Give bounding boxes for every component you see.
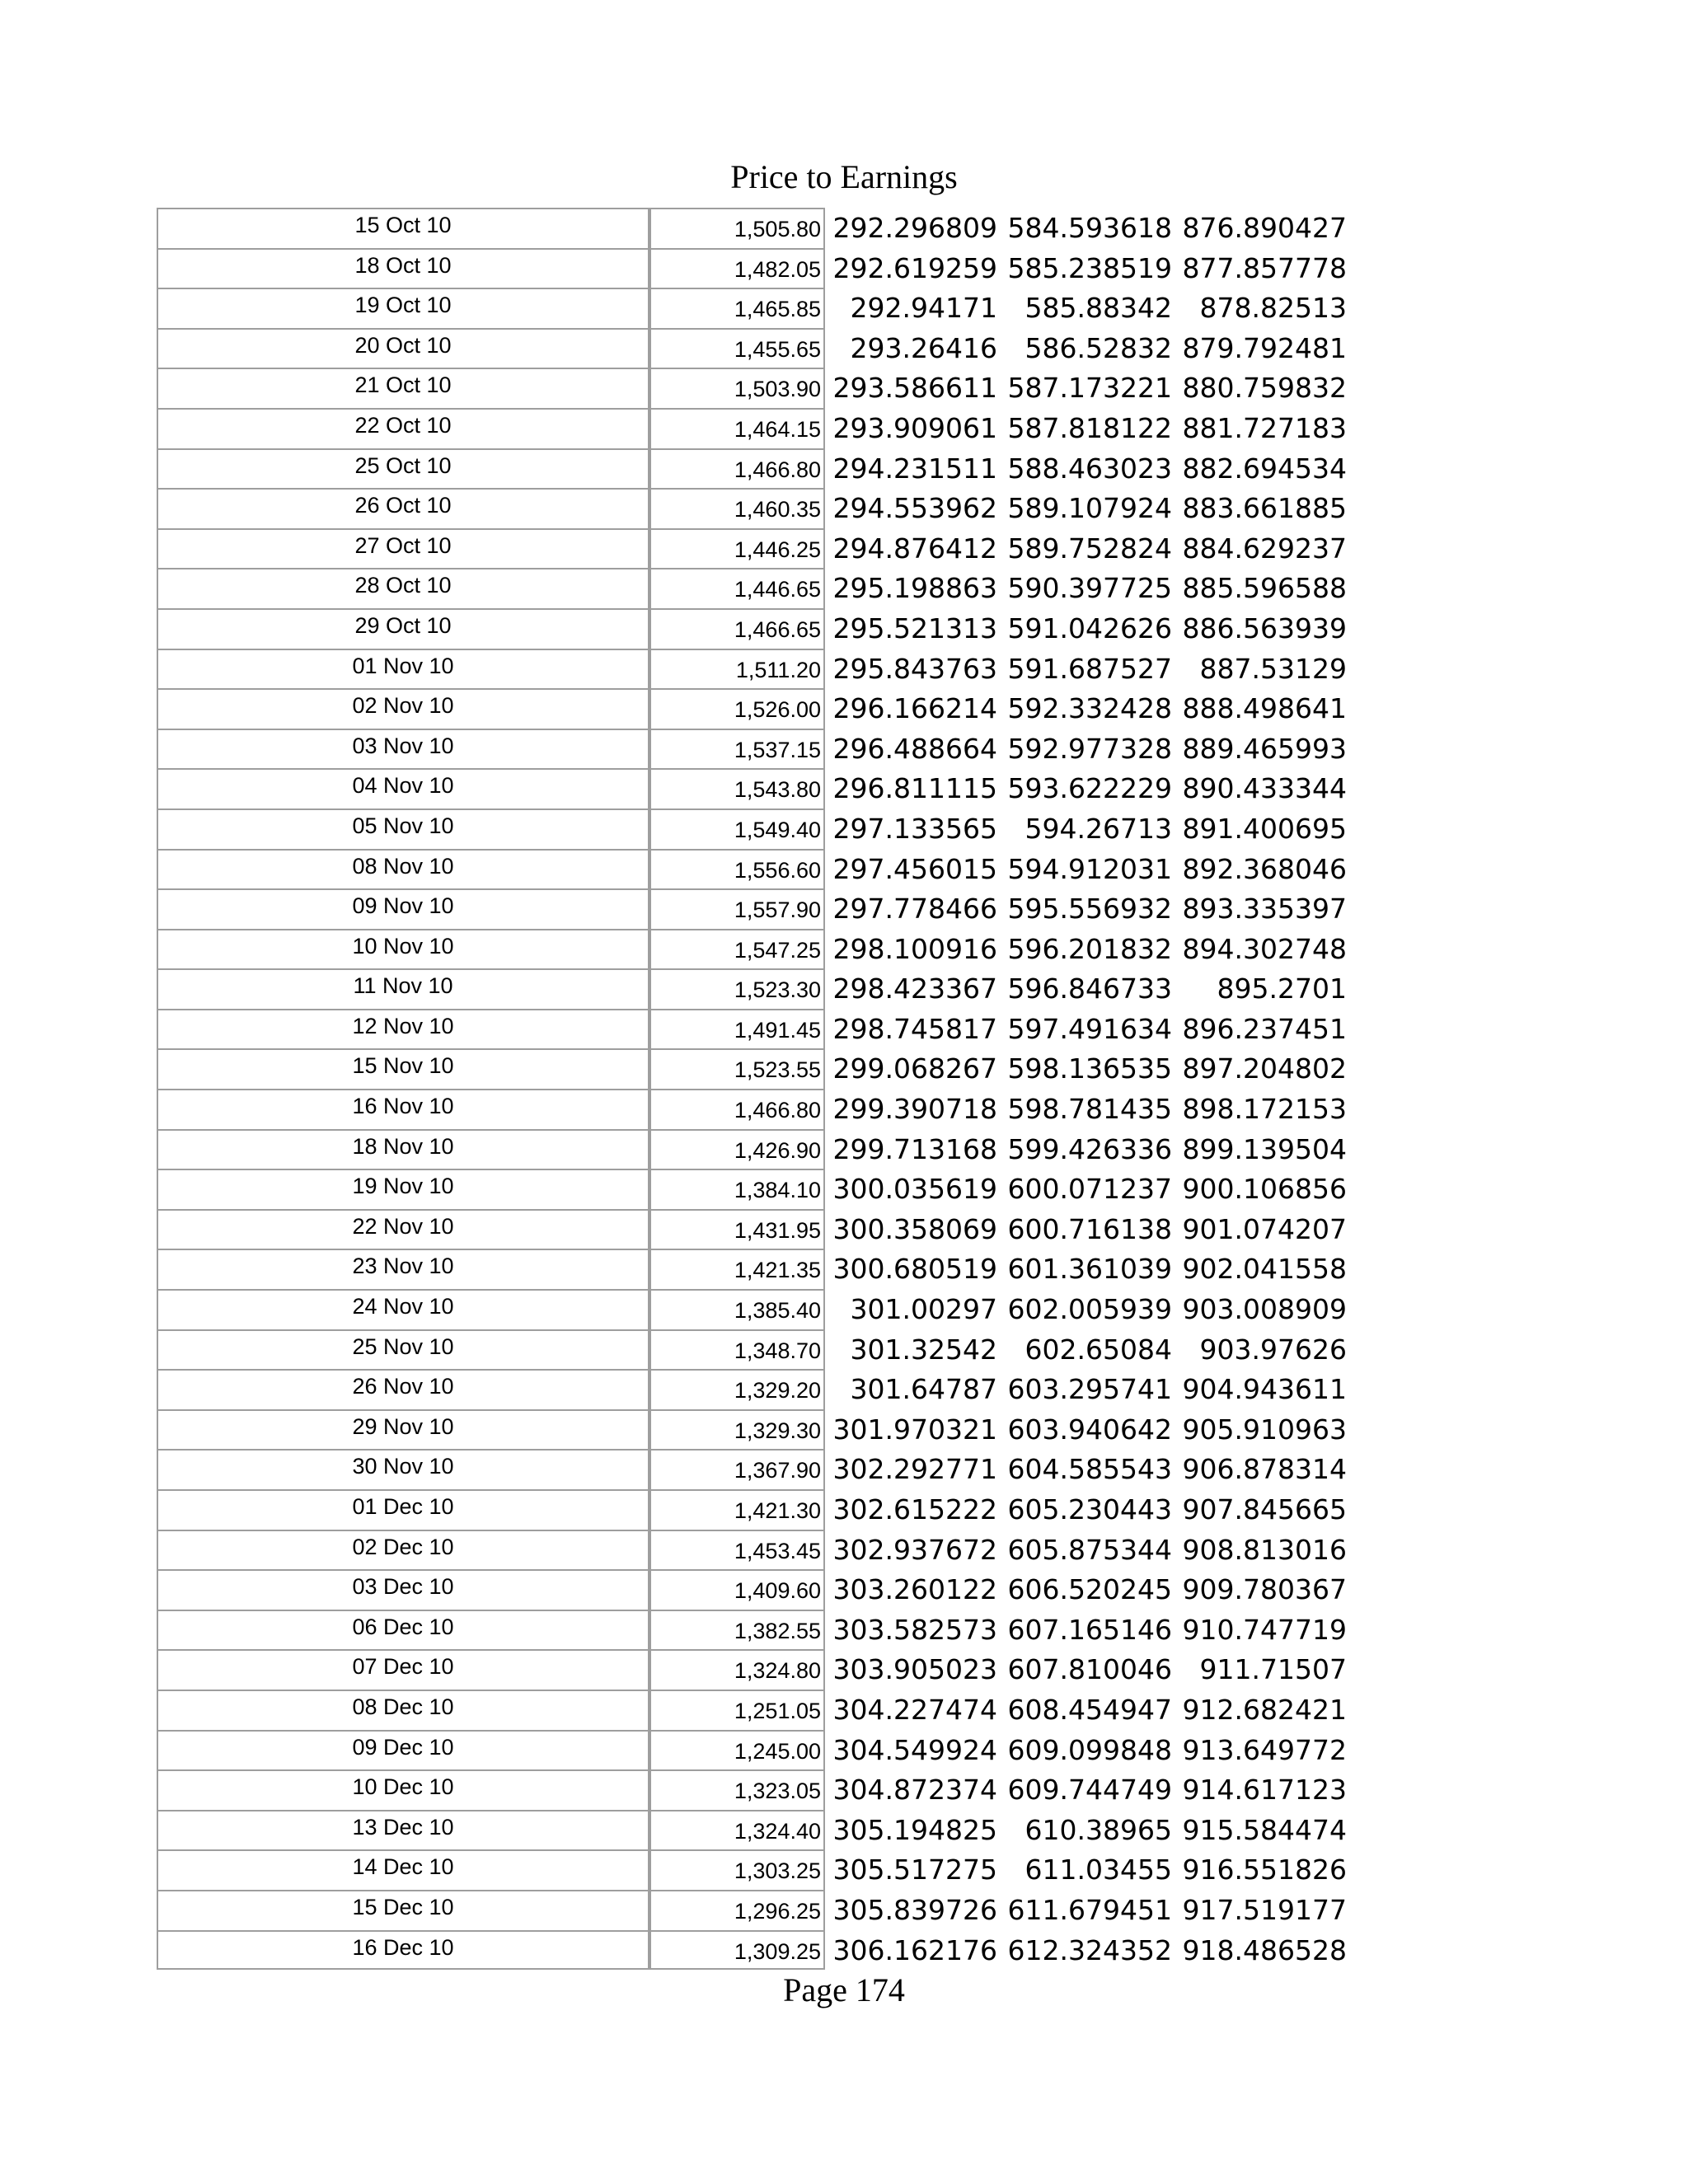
- value-3-cell: 888.498641: [1182, 692, 1347, 725]
- value-1-cell: 306.162176: [832, 1933, 997, 1966]
- value-1-cell: 300.358069: [832, 1212, 997, 1245]
- price-cell: 1,460.35: [649, 488, 825, 528]
- value-1-cell: 296.488664: [832, 732, 997, 765]
- value-3-cell: 896.237451: [1182, 1012, 1347, 1045]
- value-3-cell: 893.335397: [1182, 893, 1347, 926]
- value-2-cell: 585.88342: [1025, 292, 1172, 325]
- value-3-cell: 879.792481: [1182, 331, 1347, 364]
- price-cell: 1,251.05: [649, 1690, 825, 1730]
- value-2-cell: 598.781435: [1007, 1093, 1172, 1126]
- date-cell: 29 Oct 10: [157, 608, 649, 649]
- date-cell: 26 Nov 10: [157, 1369, 649, 1409]
- value-2-cell: 605.230443: [1007, 1493, 1172, 1526]
- value-2-cell: 597.491634: [1007, 1012, 1172, 1045]
- price-cell: 1,543.80: [649, 768, 825, 808]
- price-cell: 1,466.80: [649, 448, 825, 489]
- date-cell: 22 Oct 10: [157, 408, 649, 448]
- value-2-cell: 604.585543: [1007, 1453, 1172, 1486]
- date-cell: 06 Dec 10: [157, 1610, 649, 1650]
- value-3-cell: 913.649772: [1182, 1733, 1347, 1766]
- value-3-cell: 918.486528: [1182, 1933, 1347, 1966]
- value-1-cell: 303.582573: [832, 1613, 997, 1646]
- value-1-cell: 298.745817: [832, 1012, 997, 1045]
- price-cell: 1,466.80: [649, 1089, 825, 1129]
- value-1-cell: 298.423367: [832, 972, 997, 1005]
- date-cell: 14 Dec 10: [157, 1849, 649, 1890]
- value-1-cell: 303.260122: [832, 1573, 997, 1606]
- value-2-cell: 589.107924: [1007, 492, 1172, 525]
- price-cell: 1,526.00: [649, 688, 825, 729]
- value-1-cell: 300.035619: [832, 1173, 997, 1206]
- date-cell: 26 Oct 10: [157, 488, 649, 528]
- value-3-cell: 905.910963: [1182, 1413, 1347, 1446]
- price-cell: 1,329.20: [649, 1369, 825, 1409]
- value-3-cell: 907.845665: [1182, 1493, 1347, 1526]
- value-1-cell: 292.296809: [832, 212, 997, 244]
- value-3-cell: 903.008909: [1182, 1293, 1347, 1326]
- value-1-cell: 292.94171: [850, 292, 997, 325]
- date-cell: 10 Nov 10: [157, 929, 649, 969]
- value-2-cell: 607.810046: [1007, 1653, 1172, 1686]
- date-cell: 12 Nov 10: [157, 1009, 649, 1049]
- value-3-cell: 877.857778: [1182, 251, 1347, 284]
- value-1-cell: 292.619259: [832, 251, 997, 284]
- value-3-cell: 903.97626: [1199, 1333, 1347, 1366]
- value-1-cell: 293.909061: [832, 411, 997, 444]
- value-2-cell: 589.752824: [1007, 532, 1172, 565]
- price-cell: 1,303.25: [649, 1849, 825, 1890]
- page-title: Price to Earnings: [730, 158, 958, 195]
- price-cell: 1,537.15: [649, 729, 825, 769]
- value-1-cell: 301.64787: [850, 1373, 997, 1406]
- date-cell: 03 Dec 10: [157, 1569, 649, 1610]
- value-3-cell: 891.400695: [1182, 812, 1347, 845]
- value-3-cell: 886.563939: [1182, 612, 1347, 644]
- value-1-cell: 305.517275: [832, 1854, 997, 1886]
- value-3-cell: 916.551826: [1182, 1854, 1347, 1886]
- value-2-cell: 611.03455: [1025, 1854, 1172, 1886]
- date-cell: 02 Dec 10: [157, 1530, 649, 1570]
- date-cell: 09 Nov 10: [157, 888, 649, 929]
- value-3-cell: 908.813016: [1182, 1533, 1347, 1566]
- value-3-cell: 901.074207: [1182, 1212, 1347, 1245]
- value-2-cell: 592.977328: [1007, 732, 1172, 765]
- date-cell: 18 Nov 10: [157, 1129, 649, 1169]
- value-3-cell: 898.172153: [1182, 1093, 1347, 1126]
- value-1-cell: 297.133565: [832, 812, 997, 845]
- date-cell: 18 Oct 10: [157, 248, 649, 288]
- value-3-cell: 894.302748: [1182, 932, 1347, 965]
- page-number: Page 174: [783, 1971, 905, 2008]
- value-2-cell: 594.26713: [1025, 812, 1172, 845]
- price-cell: 1,431.95: [649, 1209, 825, 1249]
- value-1-cell: 293.26416: [850, 331, 997, 364]
- value-2-cell: 606.520245: [1007, 1573, 1172, 1606]
- value-1-cell: 304.227474: [832, 1693, 997, 1726]
- date-cell: 28 Oct 10: [157, 568, 649, 608]
- price-cell: 1,491.45: [649, 1009, 825, 1049]
- price-cell: 1,503.90: [649, 368, 825, 408]
- date-cell: 27 Oct 10: [157, 528, 649, 569]
- value-3-cell: 910.747719: [1182, 1613, 1347, 1646]
- value-1-cell: 298.100916: [832, 932, 997, 965]
- value-2-cell: 591.687527: [1007, 652, 1172, 685]
- value-3-cell: 890.433344: [1182, 772, 1347, 805]
- value-2-cell: 609.744749: [1007, 1774, 1172, 1807]
- value-2-cell: 592.332428: [1007, 692, 1172, 725]
- value-1-cell: 295.521313: [832, 612, 997, 644]
- price-cell: 1,453.45: [649, 1530, 825, 1570]
- price-cell: 1,245.00: [649, 1730, 825, 1770]
- price-cell: 1,296.25: [649, 1890, 825, 1930]
- price-cell: 1,511.20: [649, 649, 825, 689]
- value-2-cell: 596.846733: [1007, 972, 1172, 1005]
- price-cell: 1,382.55: [649, 1610, 825, 1650]
- price-cell: 1,421.35: [649, 1249, 825, 1289]
- value-2-cell: 584.593618: [1007, 212, 1172, 244]
- value-1-cell: 293.586611: [832, 372, 997, 405]
- value-1-cell: 294.553962: [832, 492, 997, 525]
- date-cell: 01 Dec 10: [157, 1489, 649, 1530]
- price-cell: 1,523.30: [649, 968, 825, 1009]
- value-1-cell: 302.615222: [832, 1493, 997, 1526]
- price-cell: 1,324.40: [649, 1810, 825, 1850]
- value-1-cell: 295.843763: [832, 652, 997, 685]
- value-3-cell: 889.465993: [1182, 732, 1347, 765]
- date-cell: 08 Dec 10: [157, 1690, 649, 1730]
- value-3-cell: 876.890427: [1182, 212, 1347, 244]
- value-2-cell: 599.426336: [1007, 1132, 1172, 1165]
- value-3-cell: 914.617123: [1182, 1774, 1347, 1807]
- value-2-cell: 607.165146: [1007, 1613, 1172, 1646]
- date-cell: 08 Nov 10: [157, 849, 649, 889]
- value-3-cell: 887.53129: [1199, 652, 1347, 685]
- value-2-cell: 609.099848: [1007, 1733, 1172, 1766]
- value-1-cell: 305.194825: [832, 1813, 997, 1846]
- value-3-cell: 909.780367: [1182, 1573, 1347, 1606]
- date-cell: 10 Dec 10: [157, 1769, 649, 1810]
- date-cell: 23 Nov 10: [157, 1249, 649, 1289]
- price-cell: 1,367.90: [649, 1449, 825, 1489]
- date-cell: 16 Nov 10: [157, 1089, 649, 1129]
- price-cell: 1,549.40: [649, 808, 825, 849]
- value-2-cell: 610.38965: [1025, 1813, 1172, 1846]
- value-2-cell: 608.454947: [1007, 1693, 1172, 1726]
- price-cell: 1,556.60: [649, 849, 825, 889]
- value-3-cell: 899.139504: [1182, 1132, 1347, 1165]
- value-3-cell: 882.694534: [1182, 452, 1347, 485]
- value-3-cell: 897.204802: [1182, 1052, 1347, 1085]
- date-cell: 05 Nov 10: [157, 808, 649, 849]
- value-2-cell: 603.940642: [1007, 1413, 1172, 1446]
- value-2-cell: 588.463023: [1007, 452, 1172, 485]
- value-2-cell: 595.556932: [1007, 893, 1172, 926]
- price-cell: 1,384.10: [649, 1169, 825, 1209]
- value-1-cell: 301.970321: [832, 1413, 997, 1446]
- date-cell: 20 Oct 10: [157, 328, 649, 368]
- value-1-cell: 295.198863: [832, 572, 997, 605]
- value-2-cell: 594.912031: [1007, 852, 1172, 885]
- value-1-cell: 297.778466: [832, 893, 997, 926]
- value-1-cell: 302.292771: [832, 1453, 997, 1486]
- value-3-cell: 880.759832: [1182, 372, 1347, 405]
- price-cell: 1,547.25: [649, 929, 825, 969]
- value-1-cell: 296.166214: [832, 692, 997, 725]
- value-1-cell: 301.32542: [850, 1333, 997, 1366]
- price-cell: 1,505.80: [649, 208, 825, 248]
- value-1-cell: 304.872374: [832, 1774, 997, 1807]
- value-1-cell: 305.839726: [832, 1893, 997, 1926]
- date-cell: 25 Nov 10: [157, 1329, 649, 1370]
- value-3-cell: 917.519177: [1182, 1893, 1347, 1926]
- date-cell: 21 Oct 10: [157, 368, 649, 408]
- value-2-cell: 587.818122: [1007, 411, 1172, 444]
- value-1-cell: 294.231511: [832, 452, 997, 485]
- value-1-cell: 299.390718: [832, 1093, 997, 1126]
- value-1-cell: 302.937672: [832, 1533, 997, 1566]
- value-2-cell: 593.622229: [1007, 772, 1172, 805]
- value-2-cell: 611.679451: [1007, 1893, 1172, 1926]
- value-3-cell: 885.596588: [1182, 572, 1347, 605]
- value-3-cell: 915.584474: [1182, 1813, 1347, 1846]
- value-3-cell: 902.041558: [1182, 1253, 1347, 1286]
- value-1-cell: 299.068267: [832, 1052, 997, 1085]
- value-3-cell: 883.661885: [1182, 492, 1347, 525]
- date-cell: 29 Nov 10: [157, 1409, 649, 1450]
- date-cell: 15 Oct 10: [157, 208, 649, 248]
- value-2-cell: 603.295741: [1007, 1373, 1172, 1406]
- value-2-cell: 612.324352: [1007, 1933, 1172, 1966]
- date-cell: 15 Nov 10: [157, 1048, 649, 1089]
- date-cell: 07 Dec 10: [157, 1649, 649, 1690]
- value-3-cell: 892.368046: [1182, 852, 1347, 885]
- value-1-cell: 304.549924: [832, 1733, 997, 1766]
- price-cell: 1,348.70: [649, 1329, 825, 1370]
- value-2-cell: 605.875344: [1007, 1533, 1172, 1566]
- value-1-cell: 300.680519: [832, 1253, 997, 1286]
- price-cell: 1,482.05: [649, 248, 825, 288]
- value-2-cell: 600.716138: [1007, 1212, 1172, 1245]
- value-2-cell: 598.136535: [1007, 1052, 1172, 1085]
- value-2-cell: 596.201832: [1007, 932, 1172, 965]
- price-cell: 1,324.80: [649, 1649, 825, 1690]
- price-cell: 1,464.15: [649, 408, 825, 448]
- value-1-cell: 297.456015: [832, 852, 997, 885]
- price-cell: 1,455.65: [649, 328, 825, 368]
- value-2-cell: 586.52832: [1025, 331, 1172, 364]
- price-cell: 1,309.25: [649, 1930, 825, 1971]
- price-cell: 1,446.25: [649, 528, 825, 569]
- price-cell: 1,557.90: [649, 888, 825, 929]
- value-3-cell: 906.878314: [1182, 1453, 1347, 1486]
- value-3-cell: 881.727183: [1182, 411, 1347, 444]
- value-1-cell: 294.876412: [832, 532, 997, 565]
- price-cell: 1,329.30: [649, 1409, 825, 1450]
- date-cell: 04 Nov 10: [157, 768, 649, 808]
- price-cell: 1,385.40: [649, 1289, 825, 1329]
- value-2-cell: 601.361039: [1007, 1253, 1172, 1286]
- date-cell: 25 Oct 10: [157, 448, 649, 489]
- value-1-cell: 301.00297: [850, 1293, 997, 1326]
- value-2-cell: 602.65084: [1025, 1333, 1172, 1366]
- price-cell: 1,523.55: [649, 1048, 825, 1089]
- date-cell: 24 Nov 10: [157, 1289, 649, 1329]
- date-cell: 16 Dec 10: [157, 1930, 649, 1971]
- date-cell: 03 Nov 10: [157, 729, 649, 769]
- value-3-cell: 912.682421: [1182, 1693, 1347, 1726]
- date-cell: 30 Nov 10: [157, 1449, 649, 1489]
- date-cell: 11 Nov 10: [157, 968, 649, 1009]
- value-3-cell: 895.2701: [1217, 972, 1347, 1005]
- price-cell: 1,465.85: [649, 288, 825, 328]
- date-cell: 22 Nov 10: [157, 1209, 649, 1249]
- date-cell: 15 Dec 10: [157, 1890, 649, 1930]
- price-cell: 1,409.60: [649, 1569, 825, 1610]
- value-3-cell: 911.71507: [1199, 1653, 1347, 1686]
- value-3-cell: 900.106856: [1182, 1173, 1347, 1206]
- value-2-cell: 590.397725: [1007, 572, 1172, 605]
- value-1-cell: 303.905023: [832, 1653, 997, 1686]
- price-cell: 1,426.90: [649, 1129, 825, 1169]
- value-2-cell: 585.238519: [1007, 251, 1172, 284]
- value-2-cell: 602.005939: [1007, 1293, 1172, 1326]
- date-cell: 09 Dec 10: [157, 1730, 649, 1770]
- value-3-cell: 904.943611: [1182, 1373, 1347, 1406]
- value-1-cell: 299.713168: [832, 1132, 997, 1165]
- value-1-cell: 296.811115: [832, 772, 997, 805]
- price-cell: 1,466.65: [649, 608, 825, 649]
- value-2-cell: 591.042626: [1007, 612, 1172, 644]
- value-2-cell: 587.173221: [1007, 372, 1172, 405]
- value-3-cell: 878.82513: [1199, 292, 1347, 325]
- date-cell: 01 Nov 10: [157, 649, 649, 689]
- date-cell: 13 Dec 10: [157, 1810, 649, 1850]
- date-cell: 02 Nov 10: [157, 688, 649, 729]
- price-cell: 1,323.05: [649, 1769, 825, 1810]
- price-cell: 1,446.65: [649, 568, 825, 608]
- price-cell: 1,421.30: [649, 1489, 825, 1530]
- date-cell: 19 Nov 10: [157, 1169, 649, 1209]
- value-3-cell: 884.629237: [1182, 532, 1347, 565]
- value-2-cell: 600.071237: [1007, 1173, 1172, 1206]
- date-cell: 19 Oct 10: [157, 288, 649, 328]
